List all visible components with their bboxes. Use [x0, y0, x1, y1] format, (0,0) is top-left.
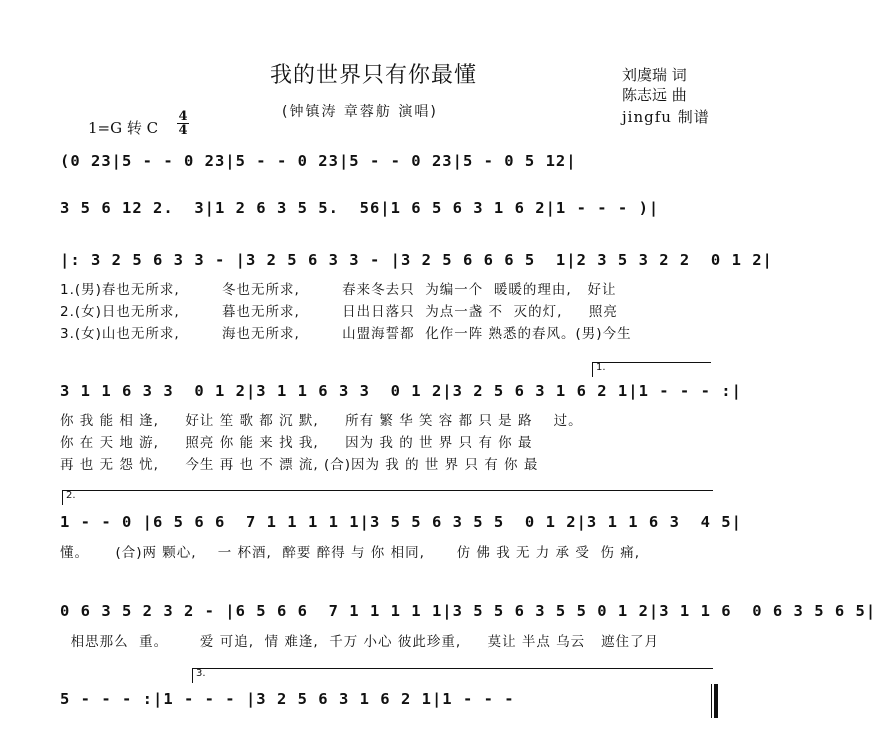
verse-2-line-2: 你 在 天 地 游, 照亮 你 能 来 找 我, 因为 我 的 世 界 只 有 你 最: [60, 435, 533, 451]
volta-bracket-1: [592, 362, 711, 377]
verse-1-line-1: 1.(男)春也无所求, 冬也无所求, 春来冬去只 为编一个 暖暖的理由, 好让: [60, 282, 617, 298]
performers-note: (钟镇涛 章蓉舫 演唱): [282, 104, 438, 120]
key-signature: 1=G 转 C: [88, 119, 159, 137]
notes-row-5: 1 - - 0 |6 5 6 6 7 1 1 1 1 1|3 5 5 6 3 5 5 0 1 2|3 1 1 6 3 4 5|: [60, 513, 742, 531]
verse-2-line-1: 2.(女)日也无所求, 暮也无所求, 日出日落只 为点一盏 不 灭的灯, 照亮: [60, 304, 618, 320]
final-thin-barline: [711, 684, 712, 718]
lyricist-credit: 刘虞瑞 词: [622, 66, 687, 84]
song-title: 我的世界只有你最懂: [270, 63, 478, 88]
time-signature-bottom: 4: [178, 123, 188, 138]
volta-1-label: 1.: [596, 362, 606, 373]
volta-2-label: 2.: [66, 490, 76, 501]
arranger-credit: jingfu 制谱: [622, 108, 710, 126]
volta-bracket-2: [62, 490, 713, 505]
time-signature-top: 4: [178, 109, 188, 124]
verse-3-line-2: 再 也 无 怨 忧, 今生 再 也 不 漂 流, (合)因为 我 的 世 界 只 有 你 最: [60, 457, 539, 473]
notes-row-1: (0 23|5 - - 0 23|5 - - 0 23|5 - - 0 23|5 - 0 5 12|: [60, 152, 577, 170]
notes-row-2: 3 5 6 12 2. 3|1 2 6 3 5 5. 56|1 6 5 6 3 1 6 2|1 - - - )|: [60, 199, 660, 217]
verse-3-line-1: 3.(女)山也无所求, 海也无所求, 山盟海誓都 化作一阵 熟悉的春风。(男)今生: [60, 326, 632, 342]
score-row-1: [0, 146, 775, 186]
time-signature: [176, 110, 190, 137]
composer-credit: 陈志远 曲: [622, 86, 687, 104]
score-row-2: [0, 193, 775, 233]
volta-3-label: 3.: [196, 668, 206, 679]
notes-row-6: 0 6 3 5 2 3 2 - |6 5 6 6 7 1 1 1 1 1|3 5 5 6 3 5 5 0 1 2|3 1 1 6 0 6 3 5 6 5|: [60, 602, 876, 620]
volta-bracket-3: [192, 668, 713, 683]
verse-1-line-2: 你 我 能 相 逢, 好让 笙 歌 都 沉 默, 所有 繁 华 笑 容 都 只 是 路 过。: [60, 413, 583, 429]
chorus-line-1: 懂。 (合)两 颗心, 一 杯酒, 醉要 醉得 与 你 相同, 仿 佛 我 无 力 承 受 伤 痛,: [60, 545, 641, 561]
final-thick-barline: [714, 684, 718, 718]
notes-row-3: |: 3 2 5 6 3 3 - |3 2 5 6 3 3 - |3 2 5 6 6 6 5 1|2 3 5 3 2 2 0 1 2|: [60, 251, 773, 269]
score-row-7: [0, 684, 775, 724]
chorus-line-2: 相思那么 重。 爱 可追, 情 难逢, 千万 小心 彼此珍重, 莫让 半点 乌云 遮住了月: [60, 634, 660, 650]
notes-row-7: 5 - - - :|1 - - - |3 2 5 6 3 1 6 2 1|1 - - -: [60, 690, 525, 708]
notes-row-4: 3 1 1 6 3 3 0 1 2|3 1 1 6 3 3 0 1 2|3 2 5 6 3 1 6 2 1|1 - - - :|: [60, 382, 742, 400]
